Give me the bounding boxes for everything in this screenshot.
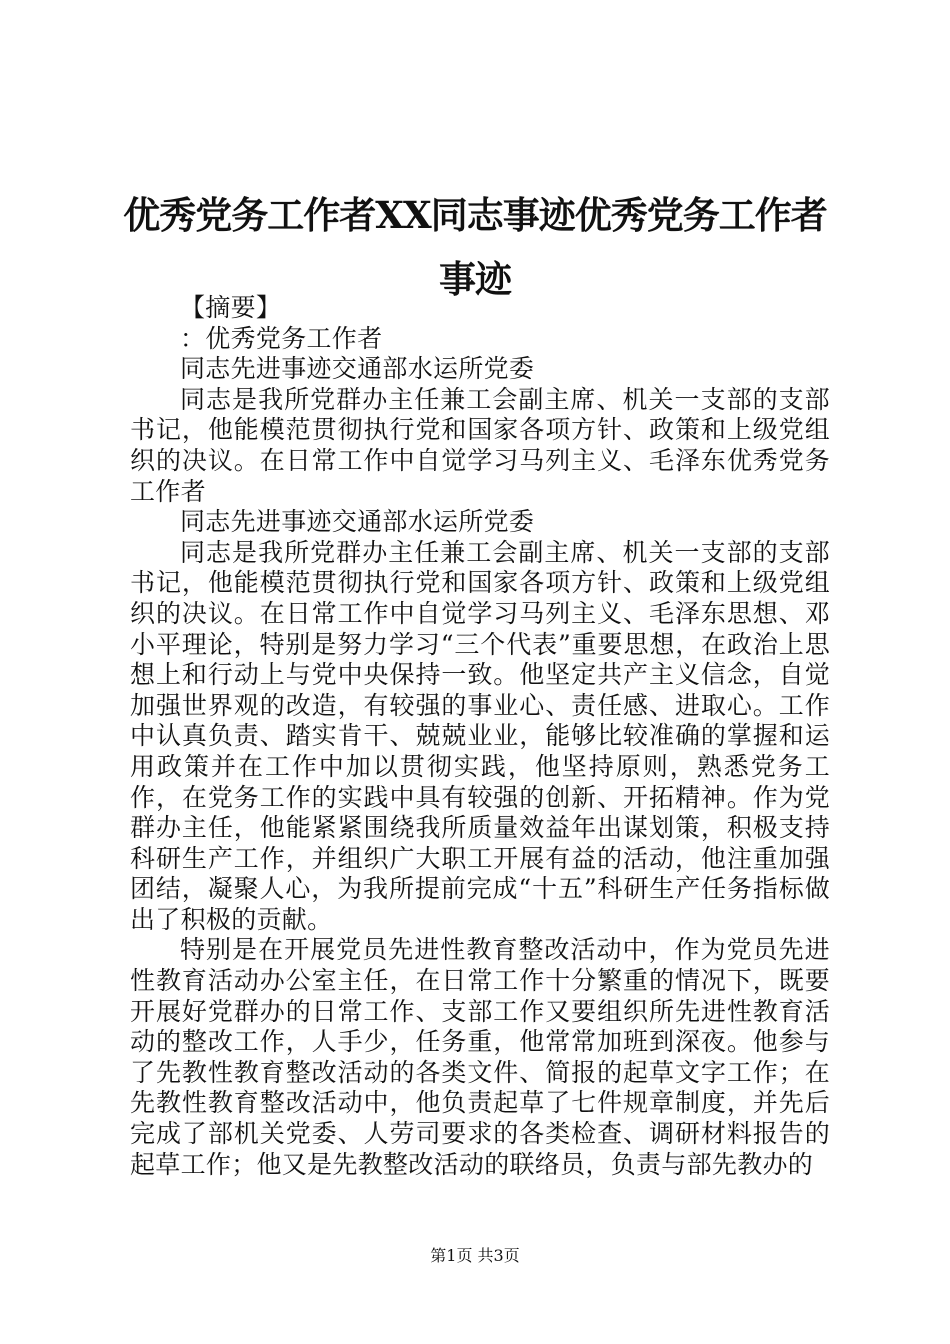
body-paragraph: 同志是我所党群办主任兼工会副主席、机关一支部的支部书记，他能模范贯彻执行党和国家各项方针、政策和上级党组织的决议。在日常工作中自觉学习马列主义、毛泽东思想、邓小平理论，特别是努力学习“三个代表”重要思想，在政治上思想上和行动上与党中央保持一致。他坚定共产主义信念，自觉加强世界观的改造，有较强的事业心、责任感、进取心。工作中认真负责、踏实肯干、兢兢业业，能够比较准确的掌握和运用政策并在工作中加以贯彻实践，他坚持原则，熟悉党务工作，在党务工作的实践中具有较强的创新、开拓精神。作为党群办主任，他能紧紧围绕我所质量效益年出谋划策，积极支持科研生产工作，并组织广大职工开展有益的活动，他注重加强团结，凝聚人心，为我所提前完成“十五”科研生产任务指标做出了积极的贡献。 [130, 537, 830, 934]
page-number-footer: 第1页 共3页 [430, 1246, 520, 1265]
document-title: 优秀党务工作者XX同志事迹优秀党务工作者事迹 [123, 193, 827, 301]
body-paragraph: 特别是在开展党员先进性教育整改活动中，作为党员先进性教育活动办公室主任，在日常工作十分繁重的情况下，既要开展好党群办的日常工作、支部工作又要组织所先进性教育活动的整改工作，人手少，任务重，他常常加班到深夜。他参与了先教性教育整改活动的各类文件、简报的起草文字工作；在先教性教育整改活动中，他负责起草了七件规章制度，并先后完成了部机关党委、人劳司要求的各类检查、调研材料报告的起草工作；他又是先教整改活动的联络员，负责与部先教办的 [130, 935, 830, 1179]
subtitle-line: 同志先进事迹交通部水运所党委 [180, 354, 535, 384]
subtitle-line: 同志先进事迹交通部水运所党委 [180, 507, 535, 537]
keywords-line: ：优秀党务工作者 [180, 323, 383, 353]
abstract-heading: 【摘要】 [180, 293, 282, 322]
document-body [130, 293, 830, 1180]
body-paragraph: 同志是我所党群办主任兼工会副主席、机关一支部的支部书记，他能模范贯彻执行党和国家各项方针、政策和上级党组织的决议。在日常工作中自觉学习马列主义、毛泽东优秀党务工作者 [130, 384, 830, 506]
